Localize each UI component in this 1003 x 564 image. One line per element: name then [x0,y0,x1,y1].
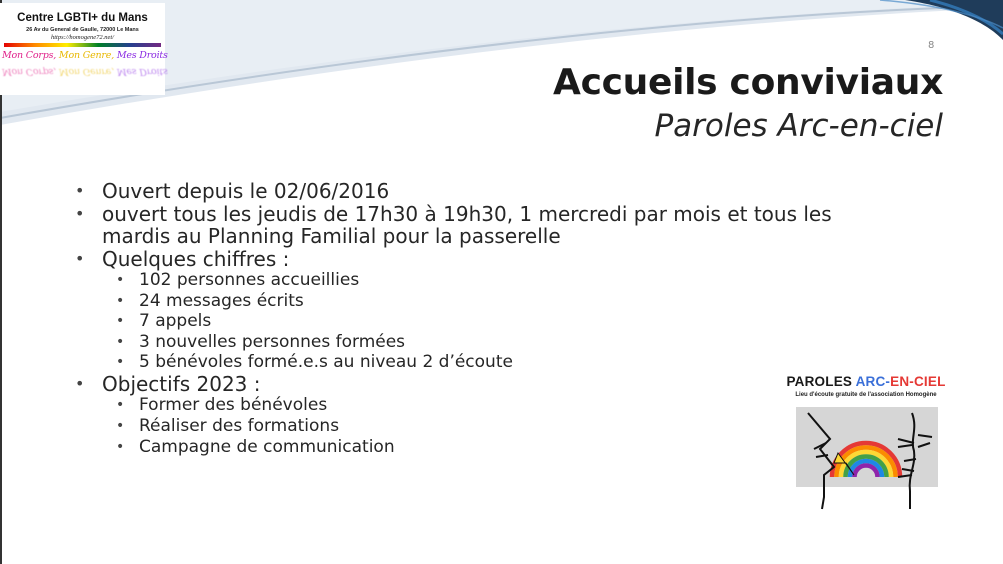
bullet-text: Quelques chiffres : [102,246,290,271]
paroles-logo-title-4: CIEL [913,374,946,389]
bullet-text: Ouvert depuis le 02/06/2016 [102,179,390,203]
sub-bullet-item: • 102 personnes accueillies [102,270,892,291]
motto-part-2: Mon Genre, [58,50,115,61]
sub-bullet-item: • 24 messages écrits [102,291,892,312]
centre-lgbti-logo [0,3,168,95]
bullet-content [72,180,892,457]
bullet-item [72,180,892,203]
bullet-list [72,180,892,457]
motto-reflection-3: Mes Droits [116,66,168,77]
sub-bullet-list [102,270,892,373]
sub-bullet-item: • 3 nouvelles personnes formées [102,332,892,353]
bullet-text: Objectifs 2023 : [102,371,261,396]
paroles-logo-title-3: EN- [890,374,914,389]
paroles-logo-title-1: PAROLES [786,374,856,389]
paroles-logo-subtitle: Lieu d'écoute gratuite de l'association Homogène [795,392,937,398]
slide-number: 8 [928,40,935,51]
motto-reflection-2: Mon Genre, [58,66,115,77]
bullet-text: ouvert tous les jeudis de 17h30 à 19h30, 1 mercredi par mois et tous les mardis au Planning Familial pour la passerelle [102,201,832,248]
motto-part-3: Mes Droits [116,50,168,61]
sub-bullet-item: • 7 appels [102,311,892,332]
logo-motto [2,50,168,61]
rainbow-bar [4,43,161,47]
sub-bullet-item: • 5 bénévoles formé.e.s au niveau 2 d’écoute [102,352,892,373]
motto-part-1: Mon Corps, [2,50,57,61]
sub-bullet-item: • Campagne de communication [102,437,892,458]
logo-org-name: Centre LGBTI+ du Mans [17,12,148,24]
paroles-arc-en-ciel-logo [776,371,956,516]
slide-title: Accueils conviviaux [553,62,943,103]
bullet-item [72,373,892,457]
bullet-item [72,203,892,248]
logo-motto-reflection [2,66,168,77]
logo-url: https://homogene72.net/ [50,34,114,41]
paroles-logo-title [776,374,956,389]
sub-bullet-item: • Réaliser des formations [102,416,892,437]
sub-bullet-list [102,395,892,457]
motto-reflection-1: Mon Corps, [2,66,57,77]
logo-address: 26 Av du General de Gaulle, 72000 Le Mans [26,27,139,33]
faces-rainbow-icon [794,405,940,513]
bullet-item [72,248,892,373]
sub-bullet-item: • Former des bénévoles [102,395,892,416]
paroles-logo-title-2: ARC- [855,374,891,389]
slide-subtitle: Paroles Arc-en-ciel [654,108,943,144]
